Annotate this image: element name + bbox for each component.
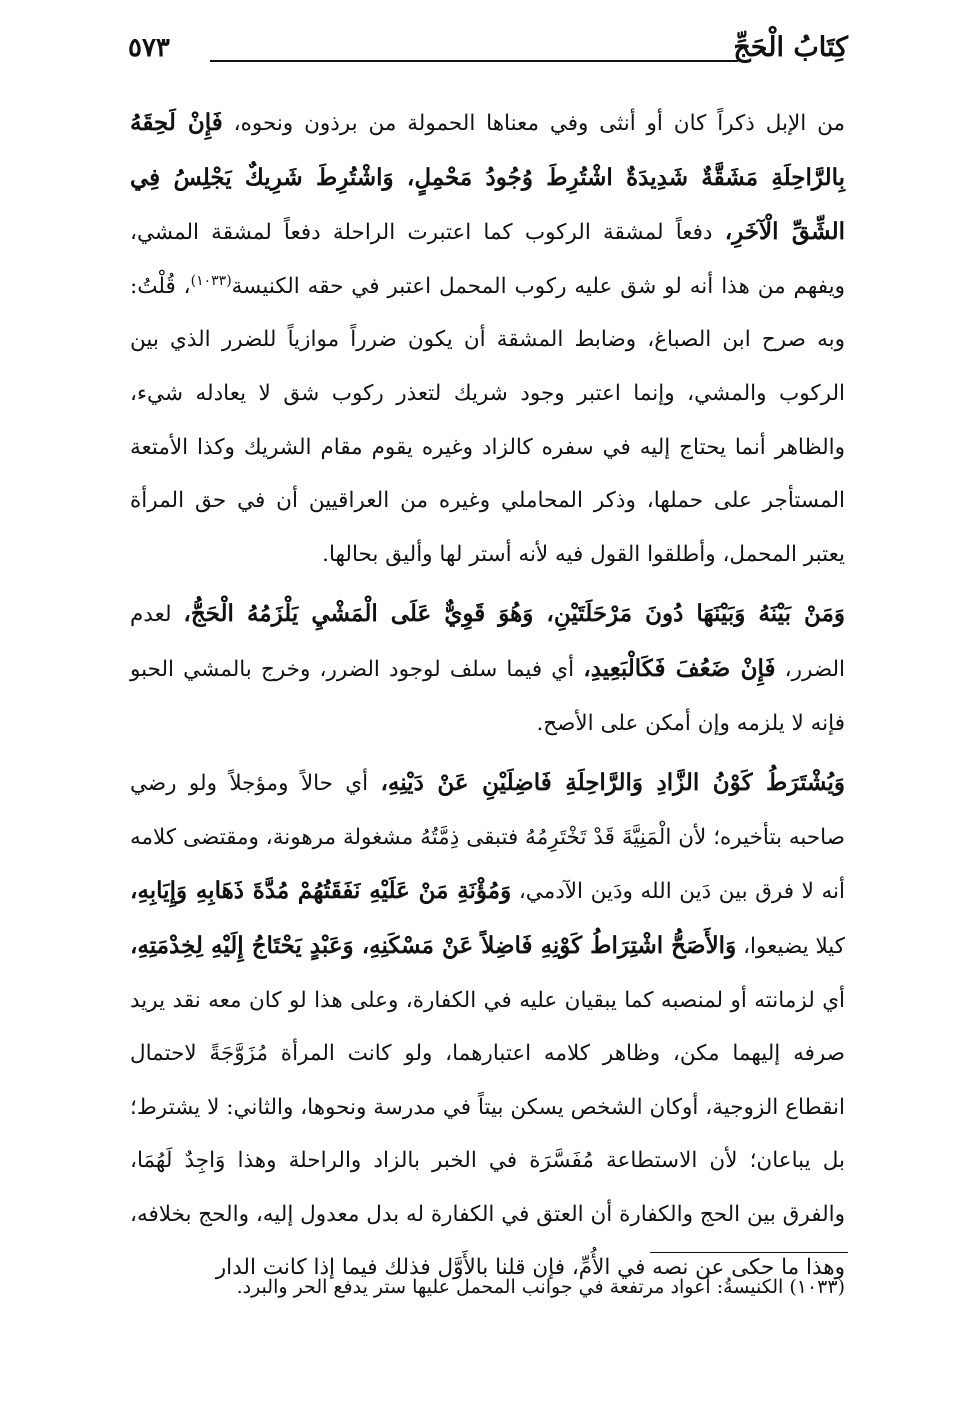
paragraph [130, 756, 845, 1295]
matn-text: وَمُؤْنَةِ مَنْ عَلَيْهِ نَفَقَتُهُمْ مُدَّةَ ذَهَابِهِ وَإِيَابِهِ، [130, 877, 512, 905]
paragraph [130, 587, 845, 750]
page-header [128, 28, 848, 72]
text-run: من الإبل ذكراً كان أو أنثى وفي معناها الحمولة من برذون ونحوه، [222, 111, 845, 136]
footnote-reference[interactable]: (١٠٣٣) [190, 272, 232, 289]
text-run: دفعاً لمشقة الركوب كما اعتبرت الراحلة دفعاً لمشقة المشي، ويفهم من هذا أنه لو شق عليه ركوب المحمل اعتبر في حقه الكنيسة [130, 220, 846, 299]
text-run: أي لزمانته أو لمنصبه كما يبقيان عليه في الكفارة، وعلى هذا لو كان معه نقد يريد صرفه إليهما مكن، وظاهر كلامه اعتبارهما، ولو كانت المرأة مُزَوَّجَةً لاحتمال انقطاع الزوجية، أوكان الشخص يسكن بيتاً في مدرسة ونحوها، والثاني: لا يشترط؛ بل يباعان؛ لأن الاستطاعة مُفَسَّرَة في الخبر بالزاد والراحلة وهذا وَاجِدٌ لَهُمَا، والفرق بين الحج والكفارة أن العتق في الكفارة له بدل معدول إليه، والحج بخلافه، وهذا ما حكى عن نصه في الأُمِّ، فإن قلنا بالأَوَّل فذلك فيما إذا كانت الدار [130, 987, 845, 1281]
header-rule [210, 60, 738, 62]
running-title: كِتَابُ الْحَجِّ [733, 32, 848, 63]
text-run: أي حالاً ومؤجلاً ولو رضي صاحبه بتأخيره؛ لأن الْمَنِيَّةَ قَدْ تَخْتَرِمُهُ فتبقى ذِمَّتُهُ مشغولة مرهونة، ومقتضى كلامه أنه لا فرق بين دَين الله ودَين الآدمي، [130, 771, 845, 905]
paragraph [130, 96, 845, 581]
matn-text: وَيُشْتَرَطُ كَوْنُ الزَّادِ وَالرَّاحِلَةِ فَاضِلَيْنِ عَنْ دَيْنِهِ، [380, 769, 845, 797]
page-body [130, 96, 845, 1295]
footnote-rule [650, 1252, 848, 1253]
matn-text: وَمَنْ بَيْنَهُ وَبَيْنَهَا دُونَ مَرْحَلَتَيْنِ، وَهُوَ قَوِيٌّ عَلَى الْمَشْيِ يَلْزَمُهُ الْحَجُّ، [183, 600, 845, 628]
text-run: لعدم الضرر، [130, 602, 846, 682]
text-run: كيلا يضيعوا، [736, 933, 846, 959]
text-run: ، قُلْتُ: وبه صرح ابن الصباغ، وضابط المشقة أن يكون ضرراً موازياً للضرر الذي بين الركوب والمشي، وإنما اعتبر وجود شريك لتعذر ركوب شق لا يعادله شيء، والظاهر أنما يحتاج إليه في سفره كالزاد وغيره يقوم مقام الشريك وكذا الأمتعة المستأجر على حملها، وذكر المحاملي وغيره من العراقيين أن في حق المرأة يعتبر المحمل، وأطلقوا القول فيه لأنه أستر لها وأليق بحالها. [130, 273, 845, 567]
matn-text: وَالأَصَحُّ اشْتِرَاطُ كَوْنِهِ فَاضِلاً عَنْ مَسْكَنِهِ، وَعَبْدٍ يَحْتَاجُ إِلَيْهِ لِخِدْمَتِهِ، [130, 931, 737, 959]
text-run: أي فيما سلف لوجود الضرر، وخرج بالمشي الحبو فإنه لا يلزمه وإن أمكن على الأصح. [130, 656, 845, 736]
matn-text: فَإِنْ لَحِقَهُ بِالرَّاحِلَةِ مَشَقَّةٌ شَدِيدَةٌ اشْتُرِطَ وُجُودُ مَحْمِلٍ، وَاشْتُرِطَ شَرِيكٌ يَجْلِسُ فِي الشِّقِّ الْآخَرِ، [130, 109, 845, 246]
page-number: ٥٧٣ [128, 33, 170, 63]
footnote: (١٠٣٣) الكنيسةُ: أعواد مرتفعة في جوانب المحمل عليها ستر يدفع الحر والبرد. [236, 1276, 845, 1298]
matn-text: فَإِنْ ضَعُفَ فَكَالْبَعِيدِ، [583, 654, 776, 682]
